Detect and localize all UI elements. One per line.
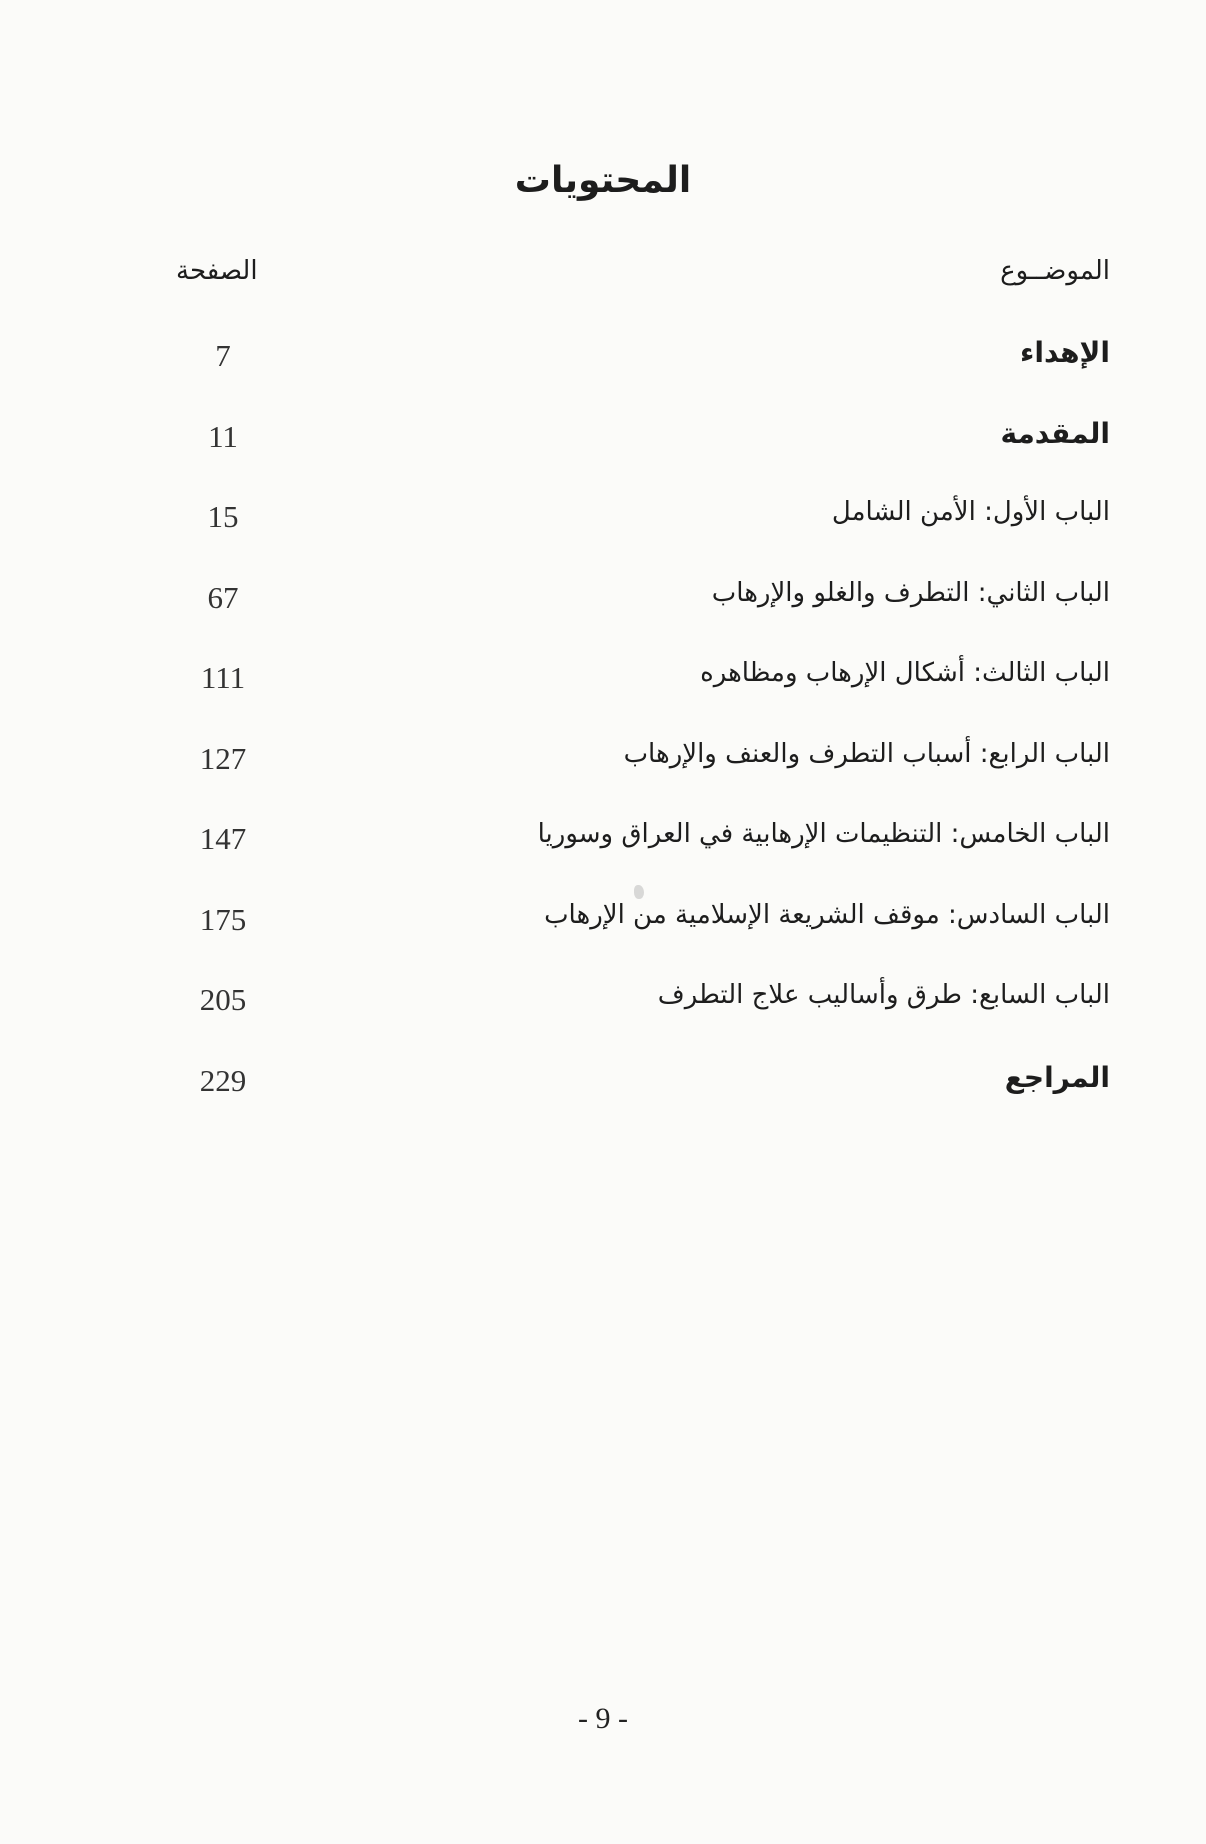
toc-page-number: 7 bbox=[215, 338, 231, 373]
toc-topic: الباب السادس: موقف الشريعة الإسلامية من الإرهاب bbox=[544, 899, 1110, 930]
toc-topic: المراجع bbox=[1004, 1060, 1110, 1094]
toc-page-number: 229 bbox=[199, 1062, 247, 1098]
toc-row bbox=[0, 411, 1206, 492]
toc-topic: المقدمة bbox=[1000, 416, 1110, 450]
toc-page-number: 67 bbox=[207, 579, 239, 615]
toc-row bbox=[0, 572, 1206, 653]
toc-row bbox=[0, 330, 1206, 411]
toc-page-number: 127 bbox=[199, 740, 247, 776]
table-of-contents bbox=[0, 330, 1206, 1135]
toc-topic: الباب الرابع: أسباب التطرف والعنف والإرهاب bbox=[623, 738, 1110, 769]
toc-header bbox=[0, 256, 1206, 306]
toc-row bbox=[0, 813, 1206, 894]
toc-page-number: 111 bbox=[200, 660, 246, 695]
toc-page-number: 147 bbox=[199, 821, 247, 856]
toc-page-number: 175 bbox=[199, 901, 247, 937]
page-column-header: الصفحة bbox=[176, 256, 258, 286]
toc-page-number: 205 bbox=[199, 982, 247, 1017]
toc-topic: الإهداء bbox=[1020, 336, 1110, 369]
toc-row bbox=[0, 1055, 1206, 1136]
toc-topic: الباب الأول: الأمن الشامل bbox=[831, 497, 1110, 527]
page-number-footer: - 9 - bbox=[578, 1702, 628, 1735]
toc-row bbox=[0, 491, 1206, 572]
toc-topic: الباب الثاني: التطرف والغلو والإرهاب bbox=[711, 577, 1110, 608]
toc-topic: الباب الثالث: أشكال الإرهاب ومظاهره bbox=[700, 658, 1110, 688]
topic-column-header: الموضــوع bbox=[1000, 256, 1110, 286]
toc-page-number: 11 bbox=[208, 418, 238, 454]
toc-page-number: 15 bbox=[207, 499, 239, 534]
toc-row bbox=[0, 733, 1206, 814]
page-title: المحتويات bbox=[514, 160, 692, 201]
toc-row bbox=[0, 652, 1206, 733]
toc-topic: الباب الخامس: التنظيمات الإرهابية في العراق وسوريا bbox=[537, 819, 1110, 849]
toc-row bbox=[0, 974, 1206, 1055]
paper-speck bbox=[634, 885, 644, 899]
toc-topic: الباب السابع: طرق وأساليب علاج التطرف bbox=[657, 980, 1110, 1010]
toc-row bbox=[0, 894, 1206, 975]
